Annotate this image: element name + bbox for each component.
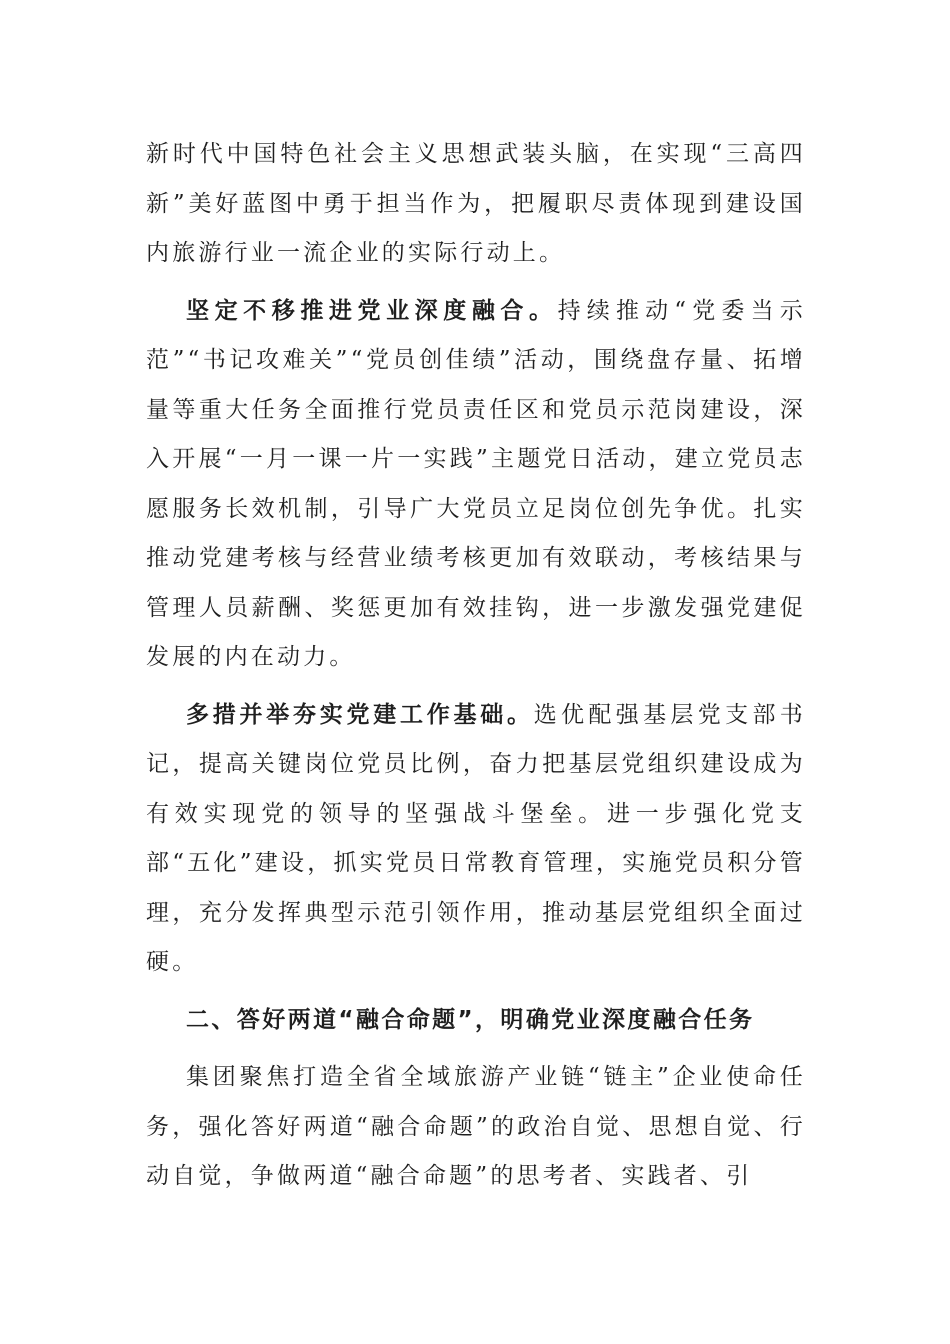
paragraph-lead-bold: 多措并举夯实党建工作基础。 <box>186 701 534 728</box>
paragraph-continuation: 新时代中国特色社会主义思想武装头脑，在实现“三高四新”美好蓝图中勇于担当作为，把履职尽责体现到建设国内旅游行业一流企业的实际行动上。 <box>146 141 806 266</box>
document-body <box>146 130 806 1210</box>
paragraph-group-focus: 集团聚焦打造全省全域旅游产业链“链主”企业使命任务，强化答好两道“融合命题”的政治自觉、思想自觉、行动自觉，争做两道“融合命题”的思考者、实践者、引 <box>146 1064 806 1189</box>
paragraph-party-business-integration <box>146 287 806 683</box>
section-heading: 二、答好两道“融合命题”，明确党业深度融合任务 <box>186 1006 755 1033</box>
paragraph-body: 选优配强基层党支部书记，提高关键岗位党员比例，奋力把基层党组织建设成为有效实现党的领导的坚强战斗堡垒。进一步强化党支部“五化”建设，抓实党员日常教育管理，实施党员积分管理，充分发挥典型示范引领作用，推动基层党组织全面过硬。 <box>146 701 806 975</box>
paragraph-lead-bold: 坚定不移推进党业深度融合。 <box>186 297 558 324</box>
paragraph-body: 持续推动“党委当示范”“书记攻难关”“党员创佳绩”活动，围绕盘存量、拓增量等重大任务全面推行党员责任区和党员示范岗建设，深入开展“一月一课一片一实践”主题党日活动，建立党员志愿服务长效机制，引导广大党员立足岗位创先争优。扎实推动党建考核与经营业绩考核更加有效联动，考核结果与管理人员薪酬、奖惩更加有效挂钩，进一步激发强党建促发展的内在动力。 <box>146 297 806 670</box>
paragraph-party-building-foundation <box>146 691 806 988</box>
